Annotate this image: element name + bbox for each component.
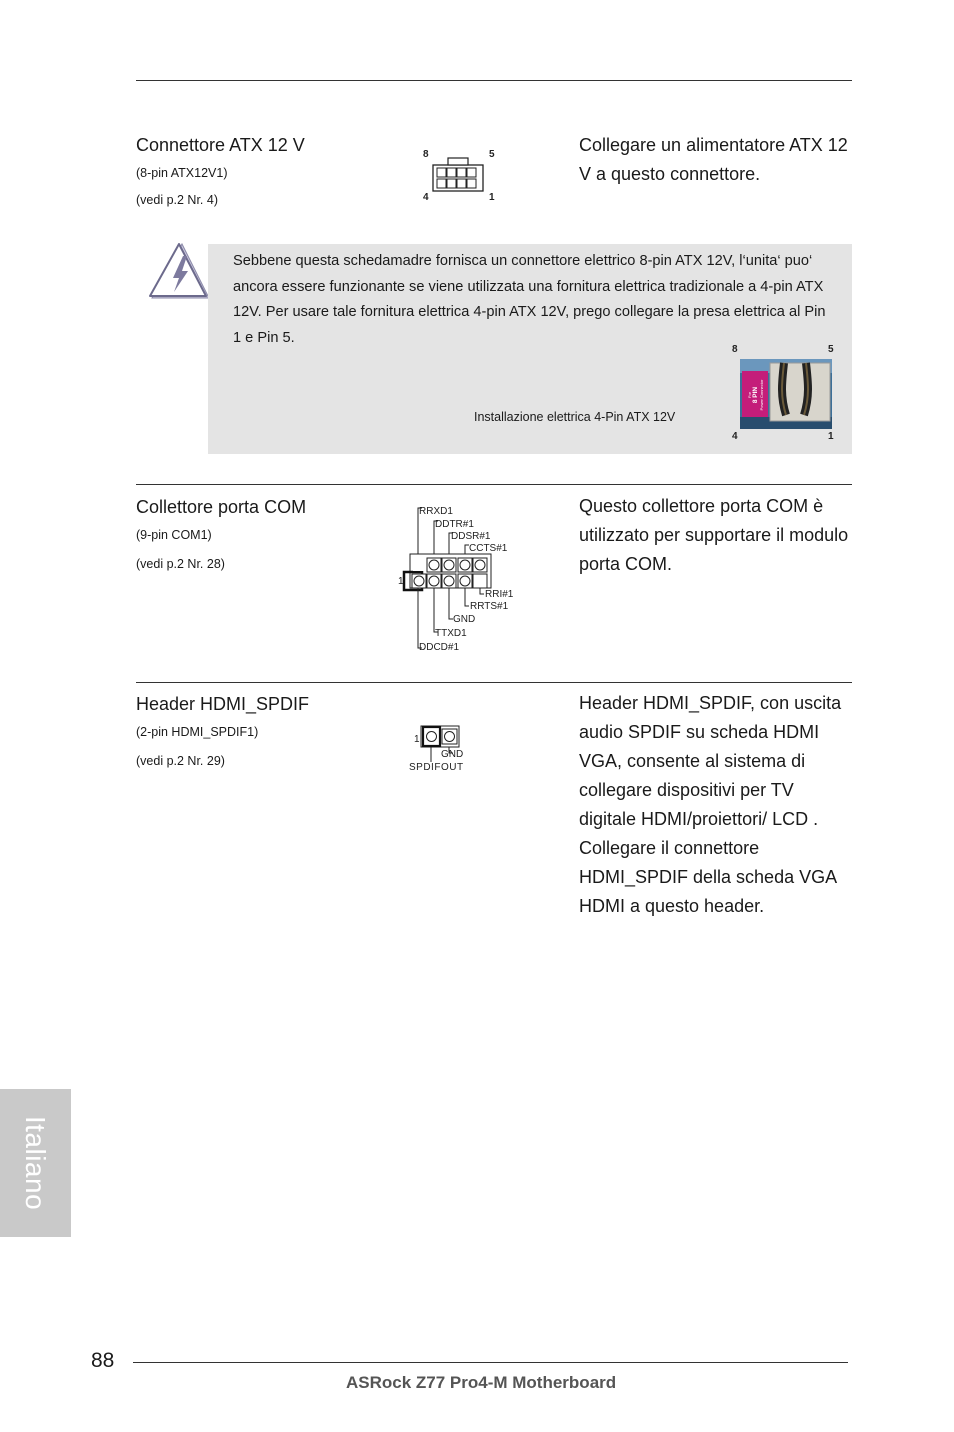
note-caption: Installazione elettrica 4-Pin ATX 12V: [474, 410, 676, 424]
com-pin1-label: 1: [398, 576, 404, 587]
hdmi-pin1: [427, 732, 437, 742]
com-label-rrxd1: RRXD1: [419, 506, 453, 517]
footer-rule: [133, 1362, 848, 1363]
atx-connector-latch: [448, 158, 468, 165]
hdmi-pin1-label: 1: [414, 734, 420, 745]
com-label-ddtr1: DDTR#1: [435, 519, 474, 530]
atx-connector-diagram: [418, 144, 500, 204]
com-label-ccts1: CCTS#1: [469, 543, 508, 554]
atx-pin4-label: 4: [423, 192, 429, 203]
note-box: [208, 244, 852, 454]
com-description: Questo collettore porta COM è utilizzato per supportare il modulo porta COM.: [579, 496, 849, 574]
atx-pins: (8-pin ATX12V1): [136, 166, 228, 180]
atx-description: Collegare un alimentatore ATX 12 V a questo connettore.: [579, 135, 848, 184]
note-text: Sebbene questa schedamadre fornisca un connettore elettrico 8-pin ATX 12V, l‘unita‘ puo‘ ancora essere funzionante se viene utilizzata una fornitura elettrica tradizionale a 4-pin ATX 12V. Per usare tale fornitura elettrica 4-pin ATX 12V, prego collegare la presa elettrica al Pin 1 e Pin 5.: [233, 253, 826, 346]
hdmi-description: Header HDMI_SPDIF, con uscita audio SPDIF su scheda HDMI VGA, consente al sistema di collegare dispositivi per TV digitale HDMI/proiettori/ LCD . Collegare il connettore HDMI_SPDIF della scheda VGA HDMI a questo header.: [579, 693, 842, 916]
com-label-rrts1: RRTS#1: [470, 601, 509, 612]
page-number: 88: [91, 1349, 115, 1372]
photo-pin1-label: 1: [828, 431, 834, 442]
hdmi-top-rule: [136, 682, 852, 683]
com-ref: (vedi p.2 Nr. 28): [136, 557, 225, 571]
com-label-rri1: RRI#1: [485, 589, 514, 600]
photo-label-for: For: [747, 392, 752, 398]
atx-pin8-label: 8: [423, 149, 429, 160]
hdmi-pins: (2-pin HDMI_SPDIF1): [136, 725, 259, 739]
hdmi-ref: (vedi p.2 Nr. 29): [136, 754, 225, 768]
photo-pin8-label: 8: [732, 344, 738, 355]
com-header-diagram: [396, 500, 524, 655]
atx-ref: (vedi p.2 Nr. 4): [136, 193, 218, 207]
com-label-ddcd1: DDCD#1: [419, 642, 460, 653]
photo-pin5-label: 5: [828, 344, 834, 355]
language-tab: [0, 1089, 71, 1237]
com-pins: (9-pin COM1): [136, 528, 212, 542]
language-tab-label: Italiano: [20, 1115, 51, 1211]
hdmi-spdif-diagram: [406, 722, 472, 774]
photo-label-8pin: 8 PIN: [752, 386, 759, 404]
atx-pin5-label: 5: [489, 149, 495, 160]
atx-pin1-label: 1: [489, 192, 495, 203]
footer-title: ASRock Z77 Pro4-M Motherboard: [346, 1373, 617, 1392]
top-rule: [136, 80, 852, 81]
hdmi-pin2: [445, 732, 455, 742]
com-label-ddsr1: DDSR#1: [451, 531, 491, 542]
com-top-rule: [136, 484, 852, 485]
atx-installation-photo: [730, 341, 840, 444]
photo-label-power: Power Connector: [759, 379, 764, 411]
hdmi-title: Header HDMI_SPDIF: [136, 694, 310, 714]
com-title: Collettore porta COM: [136, 497, 307, 517]
atx-title: Connettore ATX 12 V: [136, 135, 305, 155]
warning-icon: [148, 240, 210, 302]
hdmi-gnd-label: GND: [441, 749, 464, 760]
com-missing-pin: [413, 559, 425, 571]
hdmi-spdifout-label: SPDIFOUT: [409, 762, 464, 773]
com-label-gnd: GND: [453, 614, 476, 625]
com-label-ttxd1: TTXD1: [435, 628, 467, 639]
photo-pin4-label: 4: [732, 431, 738, 442]
